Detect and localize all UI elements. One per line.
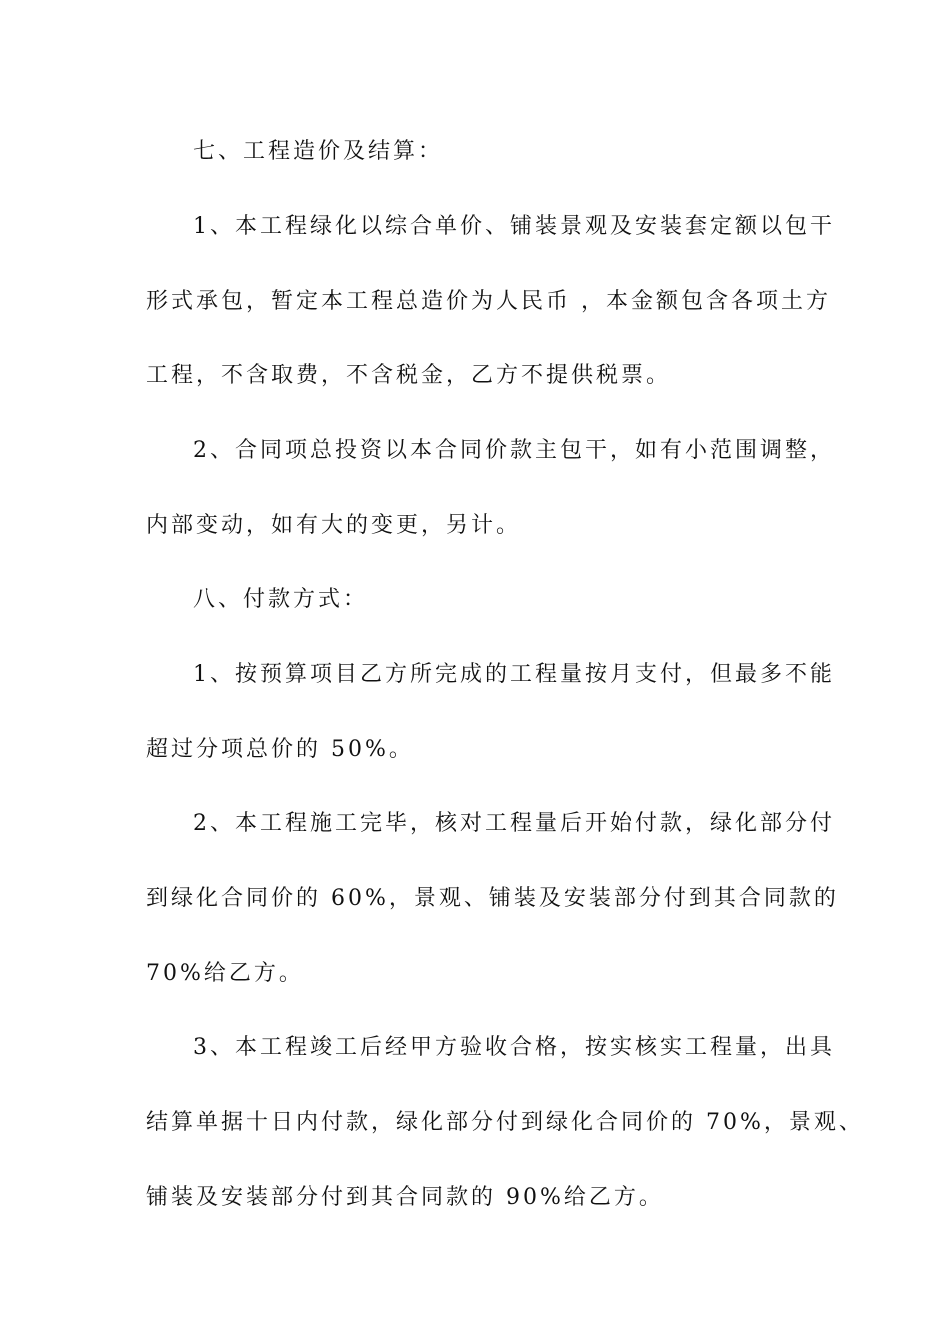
section-heading-eight: 八、付款方式： — [193, 587, 369, 612]
paragraph-line: 结算单据十日内付款，绿化部分付到绿化合同价的 70%，景观、 — [146, 1110, 864, 1135]
paragraph-line: 铺装及安装部分付到其合同款的 90%给乙方。 — [146, 1185, 664, 1210]
paragraph-line: 工程，不含取费，不含税金，乙方不提供税票。 — [146, 363, 672, 388]
paragraph-line: 2、合同项总投资以本合同价款主包干，如有小范围调整， — [193, 438, 835, 463]
paragraph-line: 形式承包，暂定本工程总造价为人民币 ，本金额包含各项土方 — [146, 289, 831, 314]
paragraph-line: 2、本工程施工完毕，核对工程量后开始付款，绿化部分付 — [193, 811, 835, 836]
paragraph-line: 70%给乙方。 — [146, 961, 304, 986]
paragraph-line: 1、本工程绿化以综合单价、铺装景观及安装套定额以包干 — [193, 214, 835, 239]
section-heading-seven: 七、工程造价及结算： — [193, 139, 444, 164]
paragraph-line: 超过分项总价的 50%。 — [146, 737, 414, 762]
paragraph-line: 3、本工程竣工后经甲方验收合格，按实核实工程量，出具 — [193, 1035, 835, 1060]
paragraph-line: 到绿化合同价的 60%，景观、铺装及安装部分付到其合同款的 — [146, 886, 839, 911]
paragraph-line: 内部变动，如有大的变更，另计。 — [146, 513, 522, 538]
paragraph-line: 1、按预算项目乙方所完成的工程量按月支付，但最多不能 — [193, 662, 835, 687]
